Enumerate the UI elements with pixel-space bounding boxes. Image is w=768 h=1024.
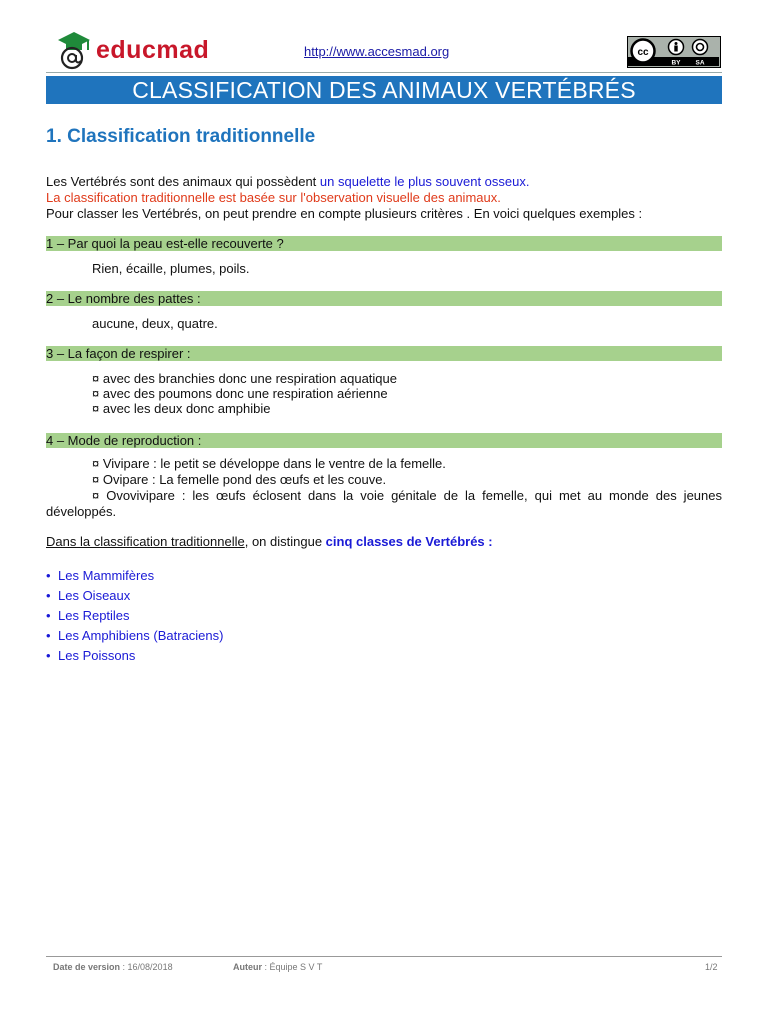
list-item [46,606,223,626]
section-heading: 1. Classification traditionnelle [46,126,316,147]
bullet-icon: • [46,588,51,603]
footer-author-label: Auteur [233,962,262,972]
cc-by-sa-badge [627,36,721,68]
bullet-icon: • [46,568,51,583]
criterion-4-line-2: ¤ Ovipare : La femelle pond des œufs et les couve. [92,472,387,487]
intro-line-1 [46,174,530,190]
class-name: Les Poissons [58,648,136,663]
footer-page-number: 1/2 [705,962,718,972]
footer-author-value: : Équipe S V T [262,962,323,972]
sa-icon [693,40,708,55]
cc-icon [632,40,655,63]
license-sa-label: SA [695,59,705,66]
logo-wordmark [96,36,209,65]
by-icon [669,40,684,55]
footer-version-label: Date de version [53,962,121,972]
cc-text: cc [637,47,649,58]
criterion-3-line-2: ¤ avec des poumons donc une respiration aérienne [92,386,388,401]
criterion-3-line-3: ¤ avec les deux donc amphibie [92,401,271,416]
footer-version [53,962,173,972]
class-name: Les Reptiles [58,608,130,623]
intro-line-1-highlight: un squelette le plus souvent osseux. [319,174,530,189]
criterion-4-body [46,456,722,520]
page-title: CLASSIFICATION DES ANIMAUX VERTÉBRÉS [46,76,722,104]
educmad-logo [52,28,212,72]
footer-divider [46,956,722,957]
criterion-2-line-1: aucune, deux, quatre. [92,316,218,331]
bullet-icon: • [46,608,51,623]
bullet-icon: • [46,648,51,663]
classes-intro-middle: , on distingue [244,534,326,549]
intro-line-2: La classification traditionnelle est basée sur l'observation visuelle des animaux. [46,190,501,205]
list-item [46,566,223,586]
list-item [46,626,223,646]
bullet-icon: • [46,628,51,643]
list-item [46,646,223,666]
logo-educ: educ [96,36,157,64]
criterion-1-line-1: Rien, écaille, plumes, poils. [92,261,250,276]
criterion-4-line-1: ¤ Vivipare : le petit se développe dans le ventre de la femelle. [92,456,446,471]
criterion-4-line-3: ¤ Ovovivipare : les œufs éclosent dans la voie génitale de la femelle, qui met au monde des jeunes développés. [46,488,722,519]
classes-intro [46,534,493,550]
class-name: Les Oiseaux [58,588,131,603]
class-name: Les Amphibiens (Batraciens) [58,628,224,643]
intro-line-1-prefix: Les Vertébrés sont des animaux qui possèdent [46,174,320,189]
classes-intro-underlined: Dans la classification traditionnelle [46,534,245,549]
license-by-label: BY [671,59,681,66]
criterion-2-heading: 2 – Le nombre des pattes : [46,291,722,306]
footer-author [233,962,322,972]
criterion-3-heading: 3 – La façon de respirer : [46,346,722,361]
logo-mad: mad [156,36,210,64]
criterion-4-heading: 4 – Mode de reproduction : [46,433,722,448]
page-header [46,26,722,74]
criterion-3-line-1: ¤ avec des branchies donc une respiration aquatique [92,371,397,386]
classes-intro-bold: cinq classes de Vertébrés : [325,534,493,549]
header-divider [46,72,722,73]
educmad-logo-icon [52,28,96,72]
intro-line-3: Pour classer les Vertébrés, on peut prendre en compte plusieurs critères . En voici quelques exemples : [46,206,643,221]
class-name: Les Mammifères [58,568,155,583]
list-item [46,586,223,606]
vertebrate-classes-list [46,566,223,666]
accesmad-link[interactable]: http://www.accesmad.org [304,44,450,59]
criterion-1-heading: 1 – Par quoi la peau est-elle recouverte ? [46,236,722,251]
footer-version-value: : 16/08/2018 [120,962,173,972]
